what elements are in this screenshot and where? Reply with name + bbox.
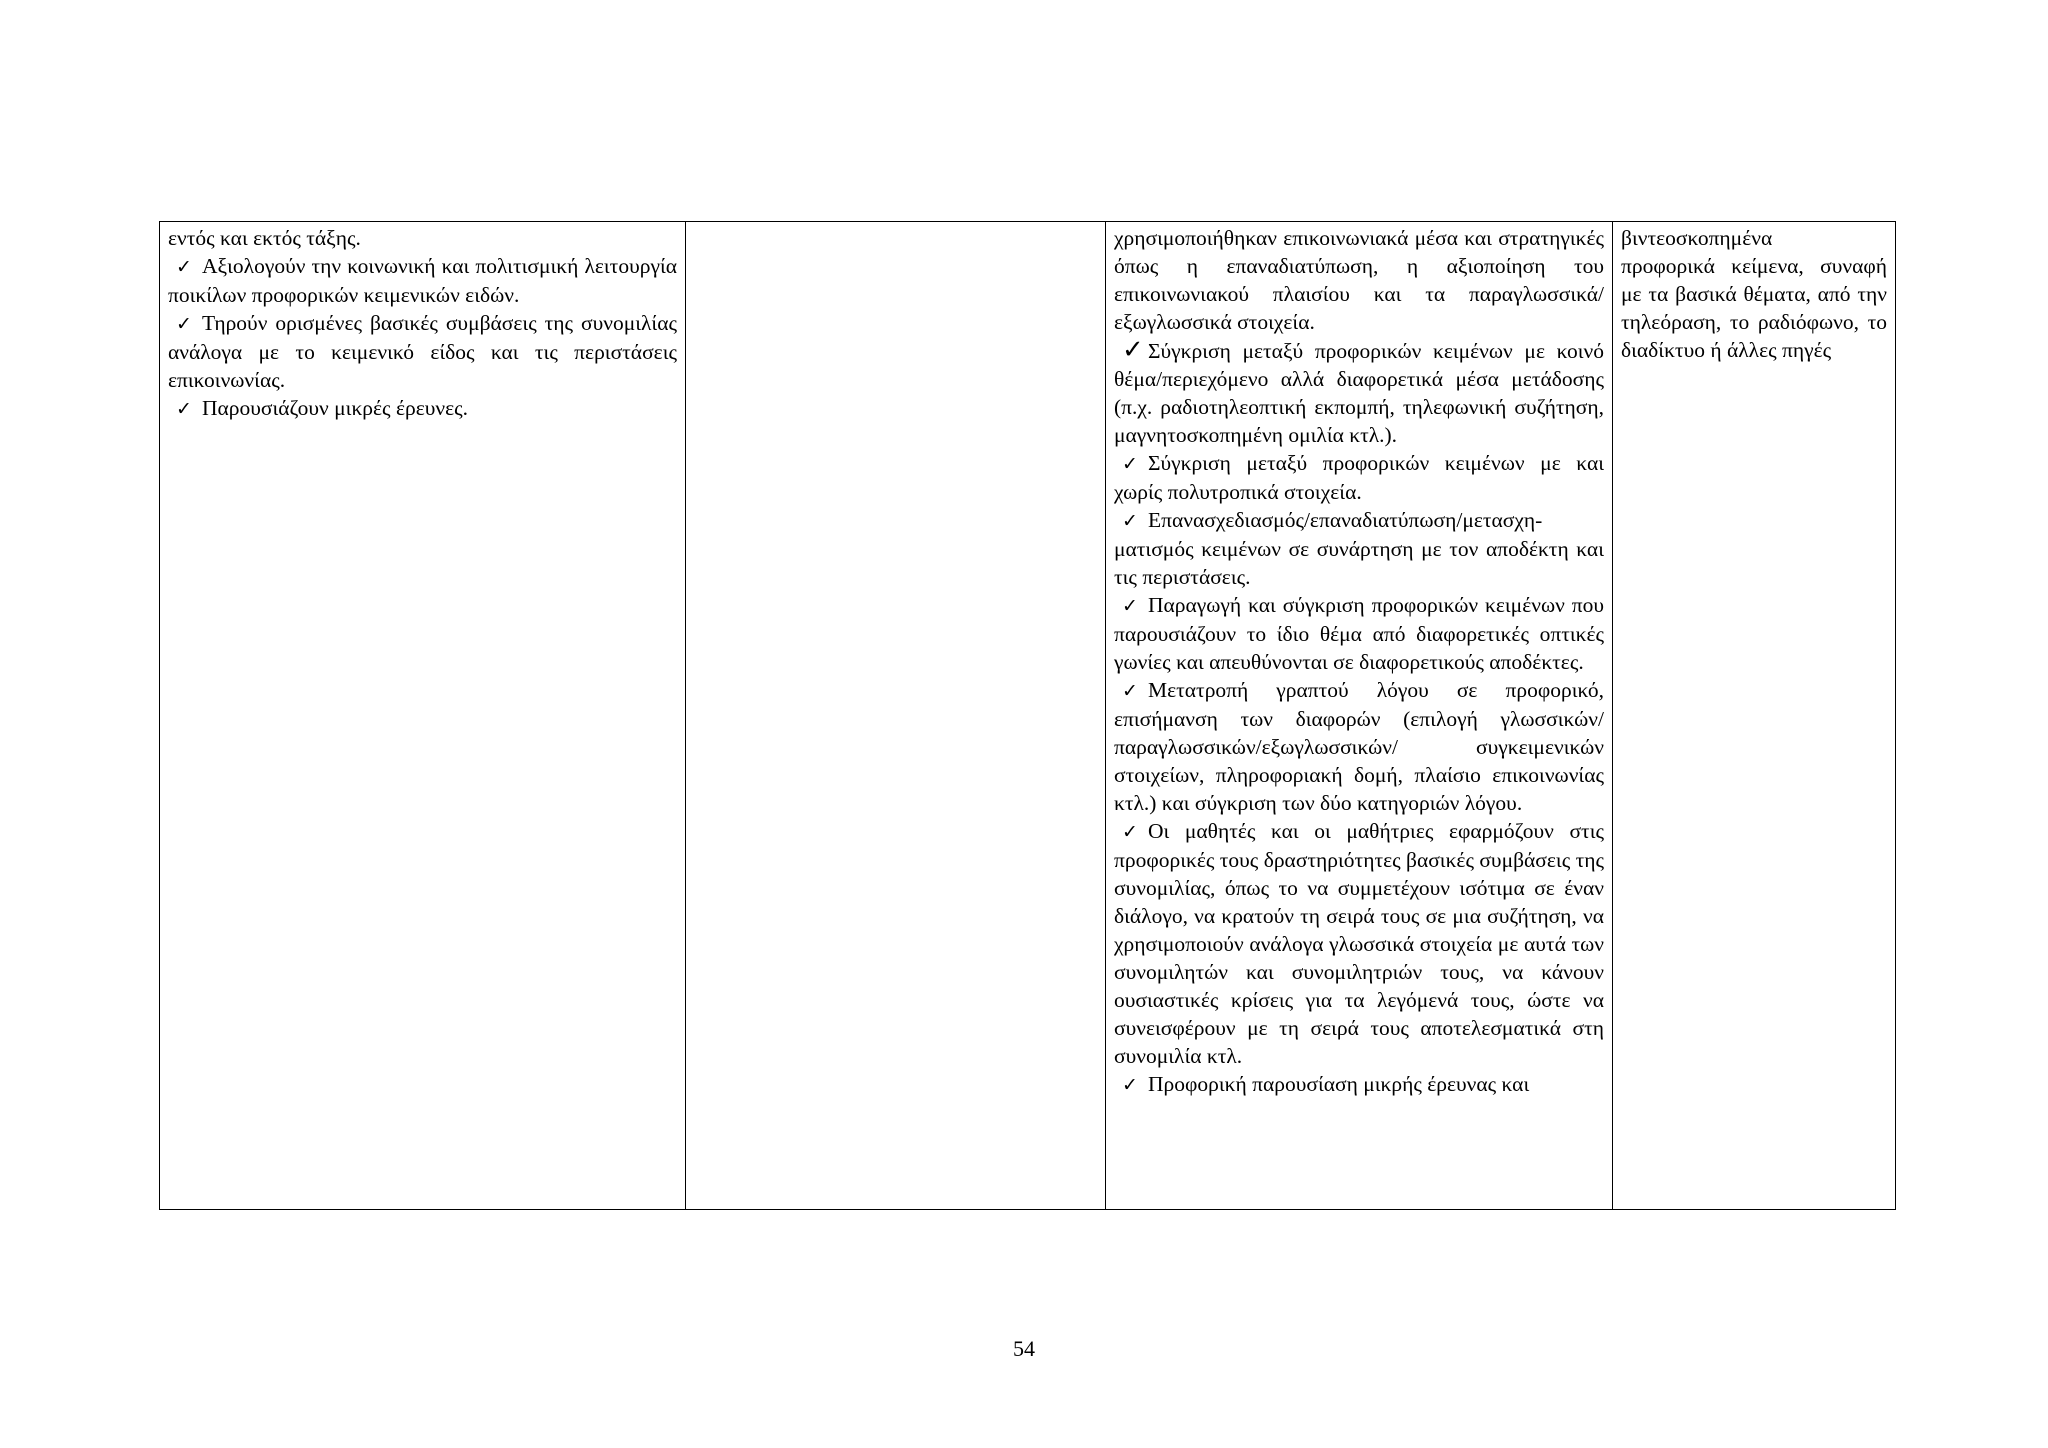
list-item: ✓ Τηρούν ορισμένες βασικές συμβάσεις της συνομιλίας ανάλογα με το κειμενικό είδος και τις περιστάσεις επικοινωνίας. [168,311,677,392]
checkmark-icon: ✓ [1122,680,1138,702]
content-table [159,221,1896,1210]
list-item: ✓ Σύγκριση μεταξύ προφορικών κειμένων με και χωρίς πολυτροπικά στοιχεία. [1114,451,1604,504]
cell-activities [1106,222,1613,1210]
activity-continuation: χρησιμοποιήθηκαν επικοινωνιακά μέσα και στρατηγικές όπως η επαναδιατύπωση, η αξιοποίηση του επικοινωνιακού πλαισίου και τα παραγλωσσικά/εξωγλωσσικά στοιχεία. [1114,226,1604,334]
list-item: ✓ Επανασχεδιασμός/επαναδιατύπωση/μετασχη-ματισμός κειμένων σε συνάρτηση με τον αποδέκτη και τις περιστάσεις. [1114,508,1604,589]
cell-materials [1613,222,1896,1210]
list-item: ✓ Παρουσιάζουν μικρές έρευνες. [168,394,677,423]
checkmark-icon: ✓ [1122,453,1138,475]
list-item: ✓ Προφορική παρουσίαση μικρής έρευνας και [1114,1070,1604,1099]
checkmark-icon: ✓ [1122,595,1138,617]
list-item: ✓ Μετατροπή γραπτού λόγου σε προφορικό, επισήμανση των διαφορών (επιλογή γλωσσικών/παραγλωσσικών/εξωγλωσσικών/ συγκειμενικών στοιχείων, πληροφοριακή δομή, πλαίσιο επικοινωνίας κτλ.) και σύγκριση των δύο κατηγοριών λόγου. [1114,678,1604,815]
table-row [160,222,1896,1210]
checkmark-icon: ✓ [1122,821,1138,843]
page-number: 54 [1013,1336,1035,1361]
checkmark-icon: ✓ [176,313,192,335]
list-item: ✓ Παραγωγή και σύγκριση προφορικών κειμένων που παρουσιάζουν το ίδιο θέμα από διαφορετικές οπτικές γωνίες και απευθύνονται σε διαφορετικούς αποδέκτες. [1114,593,1604,674]
cell-objectives [160,222,686,1210]
checkmark-icon: ✓ [176,256,192,278]
material-line: βιντεοσκοπημένα [1621,226,1773,250]
checkmark-icon: ✓ [1122,335,1144,365]
list-item: ✓ Αξιολογούν την κοινωνική και πολιτισμική λειτουργία ποικίλων προφορικών κειμενικών ειδών. [168,254,677,307]
list-item: ✓ Σύγκριση μεταξύ προφορικών κειμένων με κοινό θέμα/περιεχόμενο αλλά διαφορετικά μέσα μετάδοσης (π.χ. ραδιοτηλεοπτική εκπομπή, τηλεφωνική συζήτηση, μαγνητοσκοπημένη ομιλία κτλ.). [1114,335,1604,447]
checkmark-icon: ✓ [176,398,192,420]
checkmark-icon: ✓ [1122,510,1138,532]
material-text: προφορικά κείμενα, συναφή με τα βασικά θέματα, από την τηλεόραση, το ραδιόφωνο, το διαδίκτυο ή άλλες πηγές [1621,254,1887,362]
checkmark-icon: ✓ [1122,1074,1138,1096]
cell-empty [686,222,1106,1210]
objective-continuation: εντός και εκτός τάξης. [168,226,361,250]
list-item: ✓ Οι μαθητές και οι μαθήτριες εφαρμόζουν στις προφορικές τους δραστηριότητες βασικές συμβάσεις της συνομιλίας, όπως το να συμμετέχουν ισότιμα σε έναν διάλογο, να κρατούν τη σειρά τους σε μια συζήτηση, να χρησιμοποιούν ανάλογα γλωσσικά στοιχεία με αυτά των συνομιλητών και συνομιλητριών τους, να κάνουν ουσιαστικές κρίσεις για τα λεγόμενά τους, ώστε να συνεισφέρουν με τη σειρά τους αποτελεσματικά στη συνομιλία κτλ. [1114,819,1604,1068]
